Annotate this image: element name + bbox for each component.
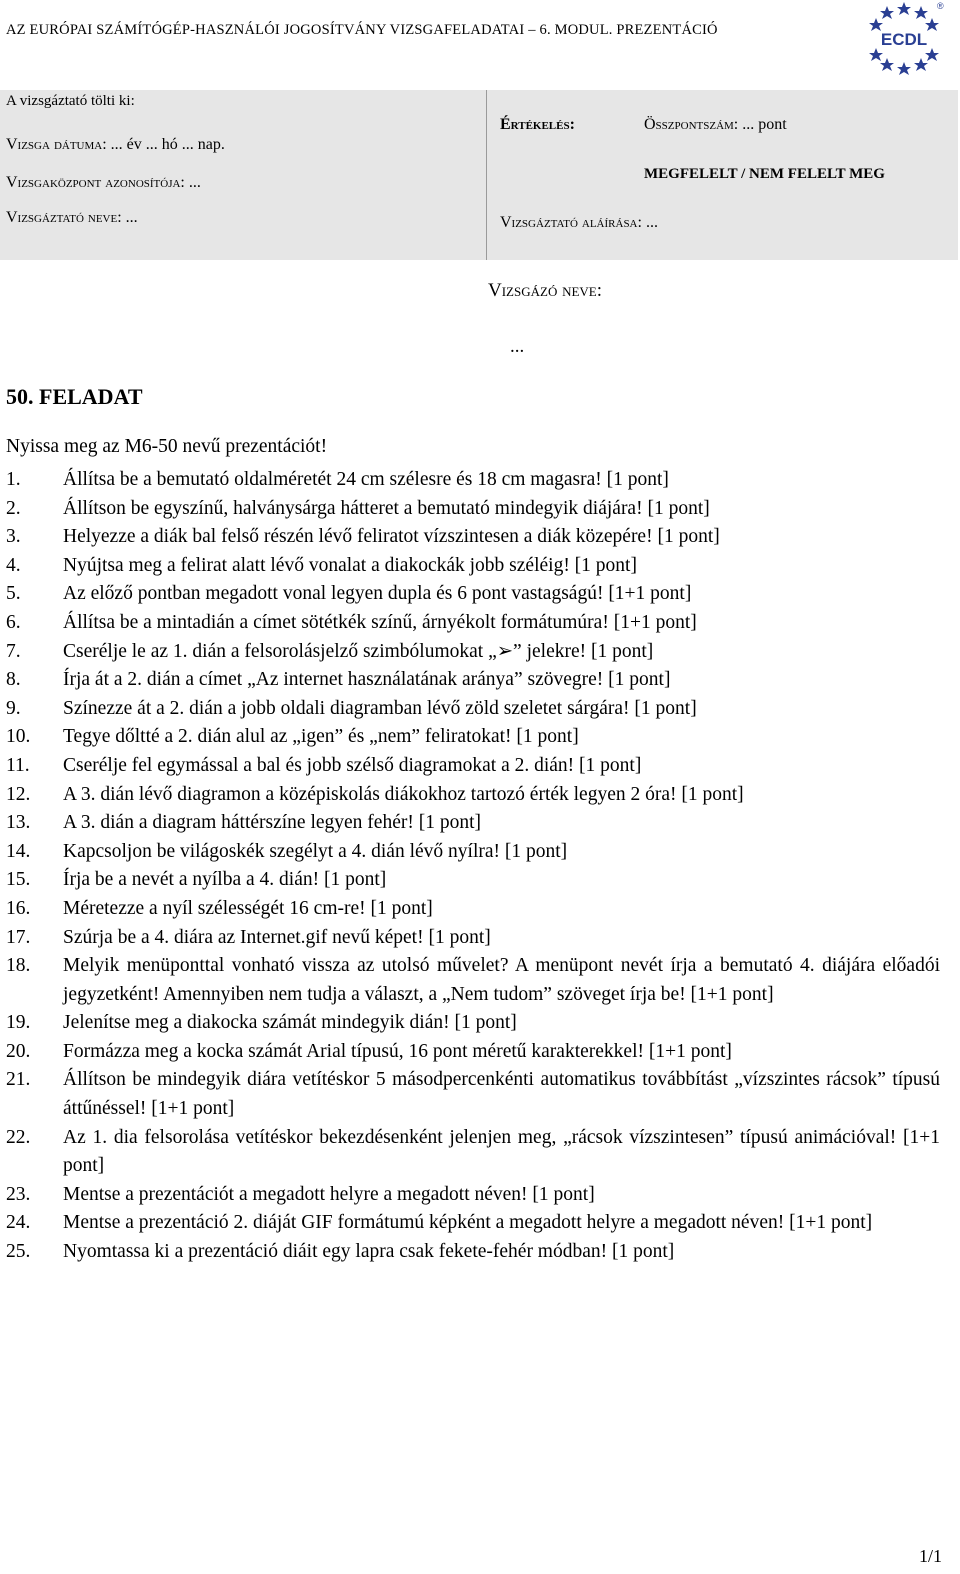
logo-star [925,48,939,61]
task-item-number: 5. [6,583,21,605]
examiner-form [0,90,958,260]
task-item [6,723,940,752]
task-item-number: 7. [6,640,21,662]
task-item [6,1238,940,1267]
task-item-text: A 3. dián lévő diagramon a középiskolás diákokhoz tartozó érték legyen 2 óra! [1 pont] [63,783,744,805]
task-item [6,638,940,667]
task-item-number: 18. [6,955,31,977]
logo-star [914,58,928,71]
task-item-number: 6. [6,611,21,633]
task-item-text: Az előző pontban megadott vonal legyen dupla és 6 pont vastagságú! [1+1 pont] [63,583,692,605]
task-item-text: Mentse a prezentáció 2. diáját GIF formátumú képként a megadott helyre a megadott néven! [1+1 pont] [63,1212,873,1234]
exam-date-row [6,136,225,154]
task-item-text: Állítsa be a mintadián a címet sötétkék színű, árnyékolt formátumúra! [1+1 pont] [63,611,697,633]
task-item [6,924,940,953]
task-item-number: 13. [6,812,31,834]
total-value[interactable]: ... pont [742,116,787,133]
task-item-text: Kapcsoljon be világoskék szegélyt a 4. dián lévő nyílra! [1 pont] [63,840,568,862]
task-item-text: Állítson be mindegyik diára vetítéskor 5 másodpercenkénti automatikus továbbítást „vízszintes rácsok” típusú áttűnéssel! [1+1 pont] [63,1069,940,1120]
task-item-number: 21. [6,1069,31,1091]
task-item [6,695,940,724]
task-item [6,580,940,609]
task-item-number: 12. [6,783,31,805]
task-item [6,495,940,524]
task-item [6,809,940,838]
signature-row [500,214,658,232]
task-item-text: Cserélje le az 1. dián a felsorolásjelző szimbólumokat „➢” jelekre! [1 pont] [63,640,654,662]
logo-star [897,62,911,75]
task-item-number: 2. [6,497,21,519]
examiner-label: Vizsgáztató neve: [6,209,122,226]
pass-fail[interactable]: MEGFELELT / NEM FELELT MEG [644,166,885,182]
task-item-text: Nyomtassa ki a prezentáció diáit egy lapra csak fekete-fehér módban! [1 pont] [63,1241,675,1263]
ecdl-logo [864,0,944,76]
task-list [6,466,940,1267]
task-item [6,781,940,810]
registered-mark: ® [937,1,944,11]
logo-text: ECDL [880,30,928,49]
page-header [0,0,960,80]
task-item-text: Méretezze a nyíl szélességét 16 cm-re! [1 pont] [63,897,433,919]
task-item-number: 19. [6,1012,31,1034]
task-item-text: Állítsa be a bemutató oldalméretét 24 cm szélesre és 18 cm magasra! [1 pont] [63,469,669,490]
logo-star [914,6,928,19]
total-label: Összpontszám: [644,116,739,133]
task-item [6,1124,940,1181]
task-item-number: 16. [6,897,31,919]
task-item [6,1038,940,1067]
center-label: Vizsgaközpont azonosítója: [6,174,185,191]
center-value[interactable]: ... [188,174,201,191]
task-item-text: Nyújtsa meg a felirat alatt lévő vonalat a diakockák jobb széléig! [1 pont] [63,554,637,576]
task-item-number: 25. [6,1241,31,1263]
task-item [6,466,940,495]
task-item-text: Az 1. dia felsorolása vetítéskor bekezdésenként jelenjen meg, „rácsok vízszintesen” típusú animációval! [1+1 pont] [63,1126,940,1177]
logo-star [880,58,894,71]
logo-star [897,2,911,15]
evaluation-label: Értékelés: [500,116,575,133]
page-number: 1/1 [918,1546,942,1566]
task-item [6,752,940,781]
signature-value[interactable]: ... [645,214,658,231]
signature-label: Vizsgáztató aláírása: [500,214,642,231]
task-item-number: 15. [6,869,31,891]
logo-star [880,6,894,19]
task-item-text: Szúrja be a 4. diára az Internet.gif nevű képet! [1 pont] [63,926,491,948]
task-item-number: 11. [6,754,30,776]
examiner-row [6,209,138,227]
task-item [6,1066,940,1123]
task-item [6,666,940,695]
center-row [6,174,201,192]
task-item [6,609,940,638]
total-row [644,116,787,134]
exam-date-label: Vizsga dátuma: [6,136,107,153]
task-item-number: 4. [6,554,21,576]
fill-by-label: A vizsgáztató tölti ki: [6,93,135,109]
task-item-number: 1. [6,469,21,490]
task-item-number: 23. [6,1183,31,1205]
task-item-text: Melyik menüponttal vonható vissza az utolsó művelet? A menüpont nevét írja a bemutató 4. diájára előadói jegyzetként! Amennyiben nem tudja a választ, a „Nem tudom” szöveget írja be! [1+1 pont] [63,955,940,1005]
task-item [6,952,940,1009]
task-item [6,866,940,895]
task-item-number: 14. [6,840,31,862]
task-item-number: 10. [6,726,31,748]
task-item-text: Színezze át a 2. dián a jobb oldali diagramban lévő zöld szeletet sárgára! [1 pont] [63,697,697,719]
task-item-text: Állítson be egyszínű, halványsárga hátteret a bemutató mindegyik diájára! [1 pont] [63,497,710,519]
task-item-text: Írja be a nevét a nyílba a 4. dián! [1 pont] [63,869,387,891]
examiner-value[interactable]: ... [125,209,138,226]
task-intro: Nyissa meg az M6-50 nevű prezentációt! [6,436,328,457]
task-item-text: Mentse a prezentációt a megadott helyre a megadott néven! [1 pont] [63,1183,595,1205]
task-item [6,1009,940,1038]
exam-date-value[interactable]: ... év ... hó ... nap. [110,136,225,153]
form-divider [486,90,487,260]
task-item-number: 22. [6,1126,31,1148]
task-item [6,552,940,581]
task-item-text: Helyezze a diák bal felső részén lévő feliratot vízszintesen a diák közepére! [1 pont] [63,526,720,548]
candidate-name-label: Vizsgázó neve: [488,280,603,301]
task-item-text: Tegye dőltté a 2. dián alul az „igen” és „nem” feliratokat! [1 pont] [63,726,579,748]
task-item [6,1209,940,1238]
task-item [6,1181,940,1210]
task-title: 50. FELADAT [6,384,143,409]
task-item-number: 9. [6,697,21,719]
task-item-text: Jelenítse meg a diakocka számát mindegyik dián! [1 pont] [63,1012,517,1034]
task-item-text: Formázza meg a kocka számát Arial típusú, 16 pont méretű karakterekkel! [1+1 pont] [63,1040,732,1062]
task-item-text: A 3. dián a diagram háttérszíne legyen fehér! [1 pont] [63,812,482,834]
task-item [6,895,940,924]
task-item-number: 24. [6,1212,31,1234]
task-item-number: 17. [6,926,31,948]
task-item-text: Cserélje fel egymással a bal és jobb szélső diagramokat a 2. dián! [1 pont] [63,754,642,776]
candidate-name-field[interactable]: ... [510,336,525,357]
task-item-number: 3. [6,526,21,548]
logo-star [869,48,883,61]
task-item-number: 8. [6,669,21,691]
task-item-number: 20. [6,1040,31,1062]
header-title: AZ EURÓPAI SZÁMÍTÓGÉP-HASZNÁLÓI JOGOSÍTVÁNY VIZSGAFELADATAI – 6. MODUL. PREZENTÁCIÓ [6,22,718,38]
task-item-text: Írja át a 2. dián a címet „Az internet használatának aránya” szövegre! [1 pont] [63,669,671,691]
task-item [6,523,940,552]
task-item [6,838,940,867]
